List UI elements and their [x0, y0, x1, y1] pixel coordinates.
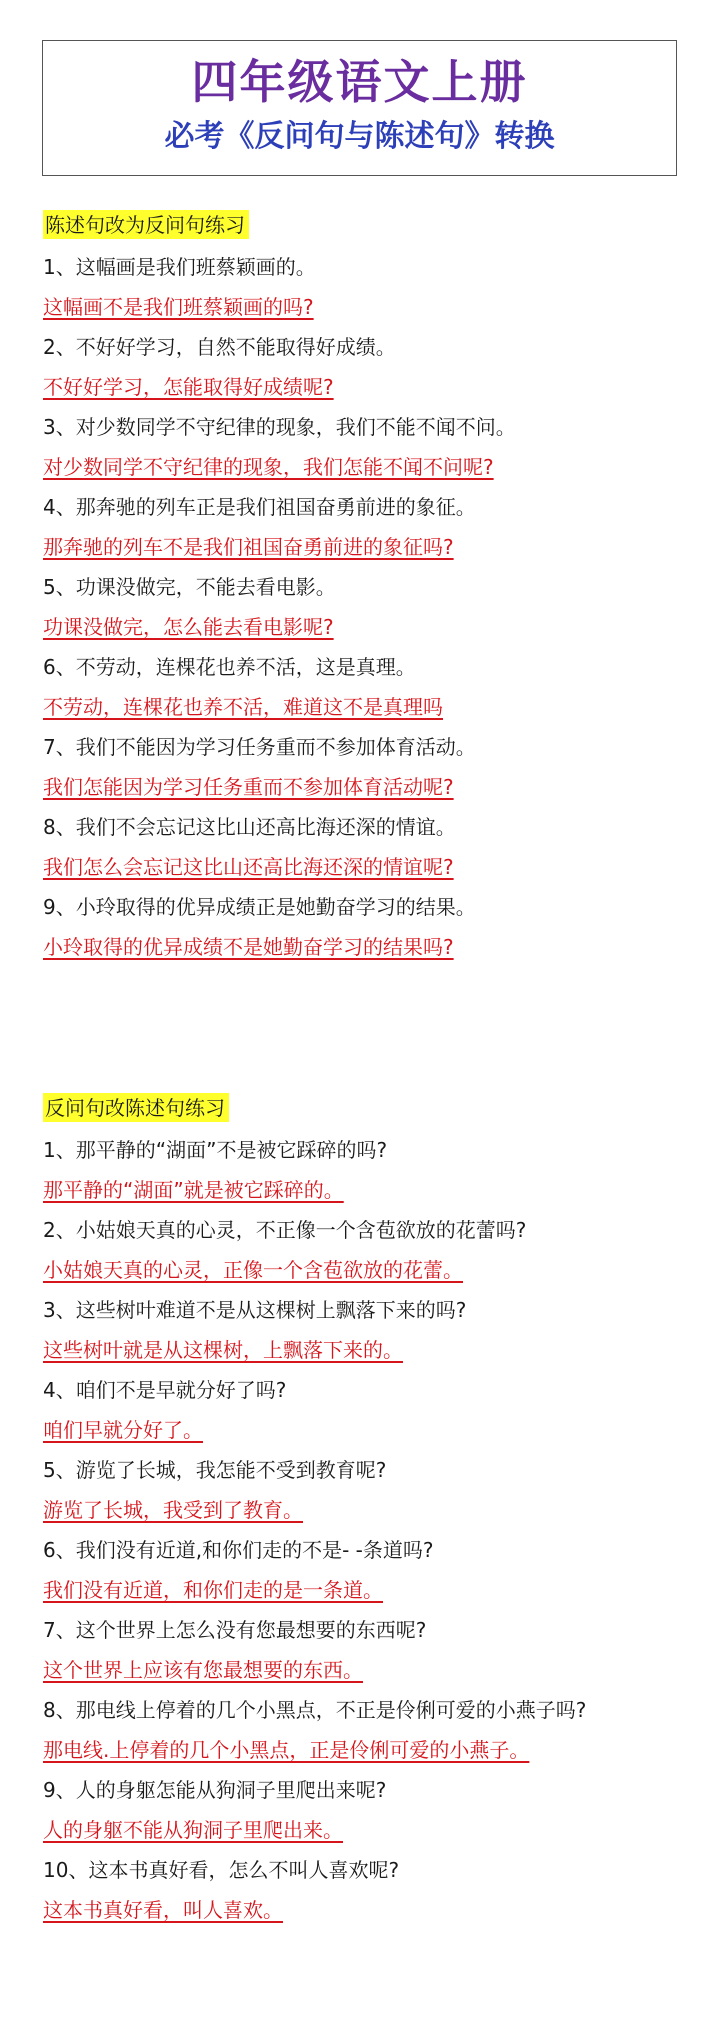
question-3: 3、对少数同学不守纪律的现象，我们不能不闻不问。	[43, 415, 516, 439]
question-10: 10、这本书真好看，怎么不叫人喜欢呢?	[43, 1858, 400, 1882]
answer-4: 那奔驰的列车不是我们祖国奋勇前进的象征吗?	[43, 535, 454, 559]
answer-3: 这些树叶就是从这棵树，上飘落下来的。	[43, 1338, 403, 1362]
answer-7: 这个世界上应该有您最想要的东西。	[43, 1658, 363, 1682]
question-2: 2、不好好学习，自然不能取得好成绩。	[43, 335, 396, 359]
answer-6: 我们没有近道，和你们走的是一条道。	[43, 1578, 383, 1602]
question-7: 7、这个世界上怎么没有您最想要的东西呢?	[43, 1618, 427, 1642]
answer-3: 对少数同学不守纪律的现象，我们怎能不闻不问呢?	[43, 455, 494, 479]
question-9: 9、人的身躯怎能从狗洞子里爬出来呢?	[43, 1778, 387, 1802]
answer-1: 这幅画不是我们班蔡颖画的吗?	[43, 295, 314, 319]
question-1: 1、这幅画是我们班蔡颖画的。	[43, 255, 316, 279]
section-heading: 陈述句改为反问句练习	[43, 210, 249, 239]
answer-4: 咱们早就分好了。	[43, 1418, 203, 1442]
question-4: 4、咱们不是早就分好了吗?	[43, 1378, 287, 1402]
section-statement-to-rhetorical	[43, 210, 683, 967]
answer-5: 功课没做完，怎么能去看电影呢?	[43, 615, 334, 639]
answer-2: 不好好学习，怎能取得好成绩呢?	[43, 375, 334, 399]
question-8: 8、那电线上停着的几个小黑点，不正是伶俐可爱的小燕子吗?	[43, 1698, 587, 1722]
section-heading: 反问句改陈述句练习	[43, 1093, 229, 1122]
answer-2: 小姑娘天真的心灵，正像一个含苞欲放的花蕾。	[43, 1258, 463, 1282]
question-7: 7、我们不能因为学习任务重而不参加体育活动。	[43, 735, 476, 759]
answer-8: 我们怎么会忘记这比山还高比海还深的情谊呢?	[43, 855, 454, 879]
question-6: 6、我们没有近道,和你们走的不是- -条道吗?	[43, 1538, 434, 1562]
page-subtitle: 必考《反问句与陈述句》转换	[164, 119, 555, 154]
answer-6: 不劳动，连棵花也养不活，难道这不是真理吗	[43, 695, 443, 719]
page-title: 四年级语文上册	[191, 55, 528, 109]
question-9: 9、小玲取得的优异成绩正是她勤奋学习的结果。	[43, 895, 476, 919]
question-3: 3、这些树叶难道不是从这棵树上飘落下来的吗?	[43, 1298, 467, 1322]
question-6: 6、不劳动，连棵花也养不活，这是真理。	[43, 655, 416, 679]
question-5: 5、功课没做完，不能去看电影。	[43, 575, 336, 599]
question-4: 4、那奔驰的列车正是我们祖国奋勇前进的象征。	[43, 495, 476, 519]
section-rhetorical-to-statement	[43, 1093, 683, 1930]
answer-5: 游览了长城，我受到了教育。	[43, 1498, 303, 1522]
answer-8: 那电线.上停着的几个小黑点，正是伶俐可爱的小燕子。	[43, 1738, 530, 1762]
question-1: 1、那平静的“湖面”不是被它踩碎的吗?	[43, 1138, 388, 1162]
answer-7: 我们怎能因为学习任务重而不参加体育活动呢?	[43, 775, 454, 799]
title-box	[42, 40, 677, 176]
answer-9: 人的身躯不能从狗洞子里爬出来。	[43, 1818, 343, 1842]
question-2: 2、小姑娘天真的心灵，不正像一个含苞欲放的花蕾吗?	[43, 1218, 527, 1242]
answer-1: 那平静的“湖面”就是被它踩碎的。	[43, 1178, 344, 1202]
answer-9: 小玲取得的优异成绩不是她勤奋学习的结果吗?	[43, 935, 454, 959]
question-8: 8、我们不会忘记这比山还高比海还深的情谊。	[43, 815, 456, 839]
question-5: 5、游览了长城，我怎能不受到教育呢?	[43, 1458, 387, 1482]
answer-10: 这本书真好看，叫人喜欢。	[43, 1898, 283, 1922]
